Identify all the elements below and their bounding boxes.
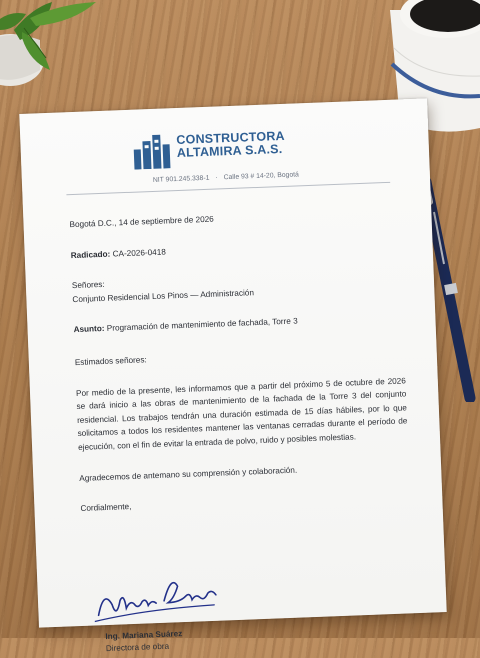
signer-name: Ing. Mariana Suárez <box>105 629 183 642</box>
company-name-line2: ALTAMIRA S.A.S. <box>176 141 283 160</box>
letter-page <box>19 98 446 654</box>
company-name <box>176 130 285 160</box>
thanks-paragraph: Agradecemos de antemano su comprensión y colaboración. <box>79 465 298 483</box>
handwritten-signature <box>93 571 225 626</box>
potted-plant <box>0 0 110 95</box>
radicado-label: Radicado: <box>70 249 111 260</box>
recipient-label: Señores: <box>71 280 105 291</box>
signer-block <box>105 628 183 655</box>
closing: Cordialmente, <box>80 502 132 514</box>
company-nit: NIT 901.245.338-1 <box>152 174 210 184</box>
company-info-line <box>22 166 430 189</box>
company-address: Calle 93 # 14-20, Bogotá <box>223 171 299 182</box>
radicado-line <box>70 236 400 262</box>
building-logo-icon <box>132 134 171 169</box>
company-name-line1: CONSTRUCTORA <box>176 128 286 148</box>
letterhead <box>20 120 428 184</box>
radicado-value: CA-2026-0418 <box>112 247 166 259</box>
letter-date: Bogotá D.C., 14 de septiembre de 2026 <box>69 214 214 230</box>
subject-value: Programación de mantenimiento de fachada, Torre 3 <box>106 316 298 334</box>
letter-body <box>69 206 410 516</box>
body-paragraph: Por medio de la presente, les informamos que a partir del próximo 5 de octubre de 2026 se dará inicio a las obras de mantenimiento de la fachada de la Torre 3 del conjunto residencial. Los trabajos tendrán una duración estimada de 15 días hábiles, por lo que solicitamos a todos los residentes mantener las ventanas cerradas durante el período de ejecución, con el fin de evitar la entrada de polvo, ruido y posibles molestias. <box>75 375 408 452</box>
subject-label: Asunto: <box>73 324 105 335</box>
recipient-name: Conjunto Residencial Los Pinos — Administración <box>72 287 255 304</box>
greeting: Estimados señores: <box>74 355 147 368</box>
info-separator: · <box>215 174 218 182</box>
signer-title: Directora de obra <box>105 641 170 654</box>
subject-line <box>73 311 403 337</box>
